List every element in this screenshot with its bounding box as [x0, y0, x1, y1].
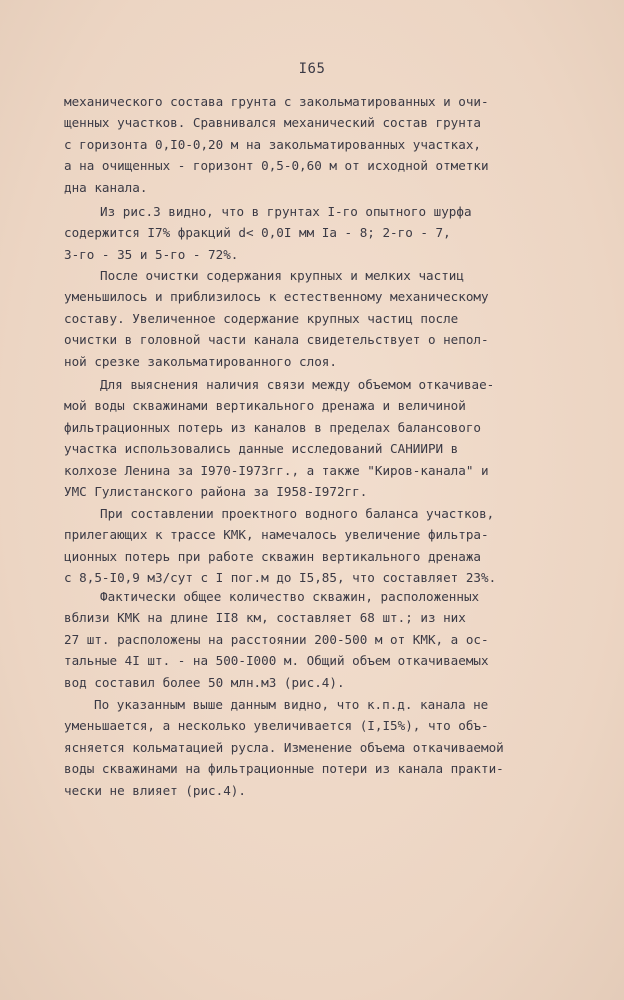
paragraph-soil-composition	[64, 91, 539, 198]
paragraph-drainage-research	[64, 374, 539, 502]
text-line: механического состава грунта с закольматированных и очи-	[64, 94, 489, 109]
text-line: составу. Увеличенное содержание крупных частиц после	[64, 310, 459, 326]
text-line: ционных потерь при работе скважин вертикального дренажа	[64, 548, 482, 564]
text-line: ясняется кольматацией русла. Изменение объема откачиваемой	[64, 739, 504, 755]
text-line: уменьшается, а несколько увеличивается (I,I5%), что объ-	[64, 718, 489, 734]
text-line: При составлении проектного водного баланса участков,	[100, 506, 495, 521]
text-line: тальные 4I шт. - на 500-I000 м. Общий объем откачиваемых	[64, 653, 489, 669]
paragraph-after-cleaning	[64, 265, 539, 372]
paragraph-water-balance	[64, 503, 539, 589]
text-line: содержится I7% фракций d< 0,0I мм Iа - 8; 2-го - 7,	[64, 225, 451, 241]
text-line: 3-го - 35 и 5-го - 72%.	[64, 246, 239, 262]
paragraph-conclusion	[64, 694, 539, 801]
text-line: чески не влияет (рис.4).	[64, 782, 246, 798]
text-line: УМС Гулистанского района за I958-I972гг.	[64, 484, 368, 500]
text-line: очистки в головной части канала свидетельствует о непол-	[64, 332, 489, 348]
text-line: дна канала.	[64, 179, 148, 195]
text-line: с 8,5-I0,9 м3/сут с I пог.м до I5,85, что составляет 23%.	[64, 570, 497, 586]
text-line: с горизонта 0,I0-0,20 м на закольматированных участках,	[64, 136, 482, 152]
text-line: После очистки содержания крупных и мелких частиц	[100, 268, 464, 283]
text-line: а на очищенных - горизонт 0,5-0,60 м от исходной отметки	[64, 158, 489, 174]
text-line: воды скважинами на фильтрационные потери из канала практи-	[64, 761, 504, 777]
text-line: Фактически общее количество скважин, расположенных	[100, 589, 480, 604]
text-line: 27 шт. расположены на расстоянии 200-500 м от КМК, а ос-	[64, 631, 489, 647]
text-line: фильтрационных потерь из каналов в пределах балансового	[64, 419, 482, 435]
text-line: По указанным выше данным видно, что к.п.д. канала не	[94, 697, 489, 712]
text-line: участка использовались данные исследований САНИИРИ в	[64, 441, 459, 457]
text-line: Для выяснения наличия связи между объемом откачивае-	[100, 377, 495, 392]
text-line: вод составил более 50 млн.м3 (рис.4).	[64, 674, 345, 690]
paragraph-fig3-fractions	[64, 201, 539, 265]
text-line: прилегающих к трассе КМК, намечалось увеличение фильтра-	[64, 527, 489, 543]
page-number: I65	[298, 61, 326, 77]
paragraph-wells-count	[64, 586, 539, 693]
text-line: ной срезке закольматированного слоя.	[64, 353, 337, 369]
text-line: колхозе Ленина за I970-I973гг., а также "Киров-канала" и	[64, 462, 489, 478]
text-line: вблизи КМК на длине II8 км, составляет 68 шт.; из них	[64, 610, 466, 626]
text-line: уменьшилось и приблизилось к естественному механическому	[64, 289, 489, 305]
text-line: мой воды скважинами вертикального дренажа и величиной	[64, 398, 466, 414]
text-line: щенных участков. Сравнивался механический состав грунта	[64, 115, 482, 131]
text-line: Из рис.3 видно, что в грунтах I-го опытного шурфа	[100, 204, 472, 219]
